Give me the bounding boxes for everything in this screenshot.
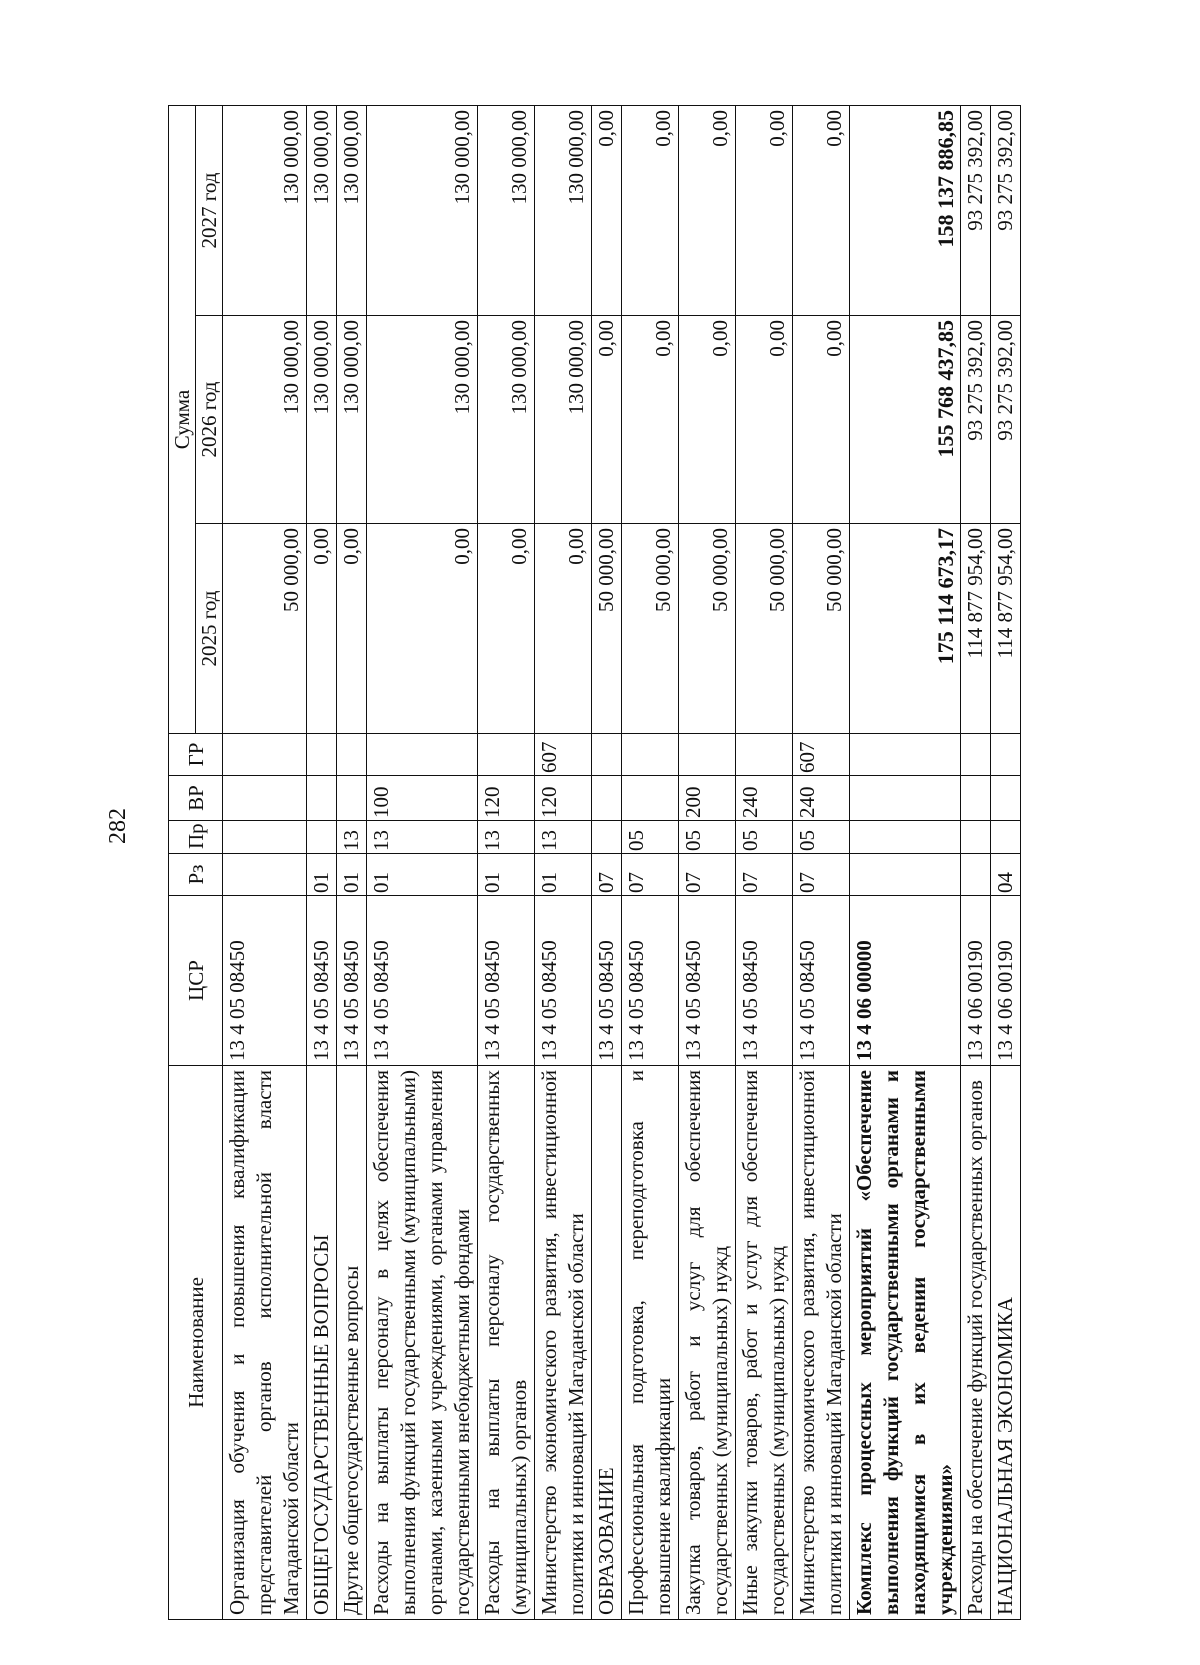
header-pr: Пр xyxy=(169,821,223,854)
row-sum-2026: 93 275 392,00 xyxy=(991,316,1021,524)
table-row xyxy=(478,105,535,1619)
row-sum-2025: 175 114 673,17 xyxy=(850,524,961,734)
row-pr: 05 xyxy=(622,821,679,854)
row-sum-2026: 0,00 xyxy=(679,316,736,524)
row-name: Организация обучения и повышения квалификации представителей органов исполнительной власти Магаданской области xyxy=(223,1066,307,1620)
row-sum-2025: 50 000,00 xyxy=(679,524,736,734)
row-sum-2025: 50 000,00 xyxy=(223,524,307,734)
table-row xyxy=(367,105,478,1619)
header-2027: 2027 год xyxy=(196,105,223,315)
row-vr xyxy=(307,776,337,821)
row-csr: 13 4 05 08450 xyxy=(679,896,736,1066)
row-gr: 607 xyxy=(793,734,850,776)
row-sum-2025: 0,00 xyxy=(337,524,367,734)
row-pr xyxy=(850,821,961,854)
row-csr: 13 4 05 08450 xyxy=(367,896,478,1066)
row-sum-2025: 50 000,00 xyxy=(622,524,679,734)
row-gr xyxy=(622,734,679,776)
row-sum-2027: 93 275 392,00 xyxy=(961,105,991,315)
row-rz xyxy=(223,854,307,896)
row-pr xyxy=(991,821,1021,854)
row-vr xyxy=(622,776,679,821)
row-sum-2027: 93 275 392,00 xyxy=(991,105,1021,315)
row-gr xyxy=(367,734,478,776)
row-name: Расходы на выплаты персоналу государственных (муниципальных) органов xyxy=(478,1066,535,1620)
row-pr xyxy=(223,821,307,854)
row-vr: 240 xyxy=(736,776,793,821)
row-sum-2026: 130 000,00 xyxy=(535,316,592,524)
row-csr: 13 4 06 00190 xyxy=(991,896,1021,1066)
table-row xyxy=(850,105,961,1619)
row-name: Министерство экономического развития, инвестиционной политики и инноваций Магаданской области xyxy=(793,1066,850,1620)
row-sum-2027: 130 000,00 xyxy=(367,105,478,315)
row-vr: 100 xyxy=(367,776,478,821)
header-sum: Сумма xyxy=(169,105,196,733)
row-pr: 13 xyxy=(337,821,367,854)
row-sum-2026: 0,00 xyxy=(592,316,622,524)
table-row xyxy=(535,105,592,1619)
row-pr xyxy=(961,821,991,854)
row-name: Иные закупки товаров, работ и услуг для обеспечения государственных (муниципальных) нужд xyxy=(736,1066,793,1620)
table-row xyxy=(991,105,1021,1619)
row-vr: 120 xyxy=(478,776,535,821)
row-rz: 01 xyxy=(307,854,337,896)
row-gr xyxy=(223,734,307,776)
row-name: Комплекс процессных мероприятий «Обеспечение выполнения функций государственными органами и находящимися в их ведении государственными учреждениями» xyxy=(850,1066,961,1620)
row-rz: 07 xyxy=(679,854,736,896)
row-gr xyxy=(592,734,622,776)
row-vr: 200 xyxy=(679,776,736,821)
row-sum-2025: 0,00 xyxy=(535,524,592,734)
row-sum-2026: 130 000,00 xyxy=(367,316,478,524)
row-sum-2025: 50 000,00 xyxy=(793,524,850,734)
row-sum-2026: 130 000,00 xyxy=(307,316,337,524)
row-rz: 01 xyxy=(535,854,592,896)
row-gr xyxy=(736,734,793,776)
row-name: Закупка товаров, работ и услуг для обеспечения государственных (муниципальных) нужд xyxy=(679,1066,736,1620)
row-name: Расходы на обеспечение функций государственных органов xyxy=(961,1066,991,1620)
row-rz: 04 xyxy=(991,854,1021,896)
header-name: Наименование xyxy=(169,1066,223,1620)
row-gr xyxy=(991,734,1021,776)
header-row xyxy=(169,105,196,1619)
row-csr: 13 4 05 08450 xyxy=(622,896,679,1066)
row-csr: 13 4 05 08450 xyxy=(592,896,622,1066)
row-vr xyxy=(337,776,367,821)
row-rz: 07 xyxy=(592,854,622,896)
row-vr: 120 xyxy=(535,776,592,821)
row-rz: 01 xyxy=(367,854,478,896)
row-csr: 13 4 05 08450 xyxy=(793,896,850,1066)
page-number: 282 xyxy=(105,808,131,844)
table-row xyxy=(622,105,679,1619)
row-pr: 05 xyxy=(793,821,850,854)
row-sum-2027: 0,00 xyxy=(793,105,850,315)
row-sum-2027: 130 000,00 xyxy=(535,105,592,315)
table-body xyxy=(223,105,1021,1619)
row-vr xyxy=(850,776,961,821)
row-vr xyxy=(961,776,991,821)
row-rz: 07 xyxy=(736,854,793,896)
row-csr: 13 4 05 08450 xyxy=(535,896,592,1066)
row-pr: 13 xyxy=(535,821,592,854)
row-sum-2025: 0,00 xyxy=(478,524,535,734)
row-gr xyxy=(478,734,535,776)
table-row xyxy=(679,105,736,1619)
row-sum-2027: 0,00 xyxy=(679,105,736,315)
header-2025: 2025 год xyxy=(196,524,223,734)
row-sum-2026: 130 000,00 xyxy=(337,316,367,524)
header-2026: 2026 год xyxy=(196,316,223,524)
row-csr: 13 4 05 08450 xyxy=(478,896,535,1066)
row-sum-2025: 114 877 954,00 xyxy=(961,524,991,734)
table-row xyxy=(337,105,367,1619)
row-sum-2027: 0,00 xyxy=(592,105,622,315)
table-row xyxy=(592,105,622,1619)
table-row xyxy=(961,105,991,1619)
row-gr xyxy=(679,734,736,776)
row-name: Профессиональная подготовка, переподготовка и повышение квалификации xyxy=(622,1066,679,1620)
row-sum-2026: 130 000,00 xyxy=(478,316,535,524)
row-csr: 13 4 05 08450 xyxy=(736,896,793,1066)
header-csr: ЦСР xyxy=(169,896,223,1066)
row-name: ОБРАЗОВАНИЕ xyxy=(592,1066,622,1620)
row-sum-2025: 50 000,00 xyxy=(592,524,622,734)
row-rz: 01 xyxy=(478,854,535,896)
table-row xyxy=(793,105,850,1619)
row-gr: 607 xyxy=(535,734,592,776)
row-sum-2027: 130 000,00 xyxy=(337,105,367,315)
row-vr xyxy=(991,776,1021,821)
table-row xyxy=(223,105,307,1619)
row-sum-2027: 0,00 xyxy=(736,105,793,315)
row-rz: 07 xyxy=(622,854,679,896)
row-vr xyxy=(592,776,622,821)
row-sum-2025: 0,00 xyxy=(307,524,337,734)
row-pr xyxy=(592,821,622,854)
row-csr: 13 4 06 00000 xyxy=(850,896,961,1066)
row-sum-2026: 155 768 437,85 xyxy=(850,316,961,524)
table-row xyxy=(307,105,337,1619)
row-sum-2026: 0,00 xyxy=(736,316,793,524)
row-vr: 240 xyxy=(793,776,850,821)
row-vr xyxy=(223,776,307,821)
row-pr: 05 xyxy=(736,821,793,854)
row-sum-2025: 0,00 xyxy=(367,524,478,734)
row-sum-2027: 130 000,00 xyxy=(478,105,535,315)
table-row xyxy=(736,105,793,1619)
row-pr: 05 xyxy=(679,821,736,854)
row-name: Расходы на выплаты персоналу в целях обеспечения выполнения функций государственными (муниципальными) органами, казенными учреждениями, органами управления государственными внебюджетными фондами xyxy=(367,1066,478,1620)
row-rz xyxy=(850,854,961,896)
row-name: Другие общегосударственные вопросы xyxy=(337,1066,367,1620)
header-rz: Рз xyxy=(169,854,223,896)
row-sum-2025: 50 000,00 xyxy=(736,524,793,734)
header-vr: ВР xyxy=(169,776,223,821)
row-sum-2026: 0,00 xyxy=(622,316,679,524)
row-sum-2026: 93 275 392,00 xyxy=(961,316,991,524)
row-name: ОБЩЕГОСУДАРСТВЕННЫЕ ВОПРОСЫ xyxy=(307,1066,337,1620)
row-rz: 07 xyxy=(793,854,850,896)
row-rz: 01 xyxy=(337,854,367,896)
row-gr xyxy=(850,734,961,776)
row-csr: 13 4 05 08450 xyxy=(223,896,307,1066)
row-sum-2026: 0,00 xyxy=(793,316,850,524)
budget-table xyxy=(168,105,1021,1620)
row-sum-2027: 130 000,00 xyxy=(307,105,337,315)
row-csr: 13 4 05 08450 xyxy=(337,896,367,1066)
row-name: НАЦИОНАЛЬНАЯ ЭКОНОМИКА xyxy=(991,1066,1021,1620)
row-sum-2027: 158 137 886,85 xyxy=(850,105,961,315)
row-sum-2026: 130 000,00 xyxy=(223,316,307,524)
row-pr: 13 xyxy=(367,821,478,854)
row-gr xyxy=(307,734,337,776)
row-pr: 13 xyxy=(478,821,535,854)
row-pr xyxy=(307,821,337,854)
row-sum-2025: 114 877 954,00 xyxy=(991,524,1021,734)
row-sum-2027: 0,00 xyxy=(622,105,679,315)
budget-sheet xyxy=(168,106,1072,1620)
row-name: Министерство экономического развития, инвестиционной политики и инноваций Магаданской области xyxy=(535,1066,592,1620)
row-csr: 13 4 05 08450 xyxy=(307,896,337,1066)
row-csr: 13 4 06 00190 xyxy=(961,896,991,1066)
row-sum-2027: 130 000,00 xyxy=(223,105,307,315)
row-rz xyxy=(961,854,991,896)
row-gr xyxy=(337,734,367,776)
row-gr xyxy=(961,734,991,776)
header-gr: ГР xyxy=(169,734,223,776)
